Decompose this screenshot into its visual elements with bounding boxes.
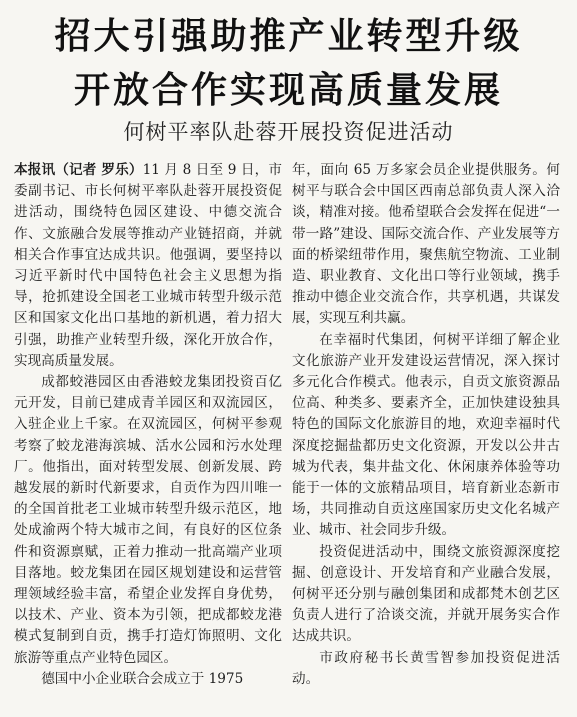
article-column-right <box>292 160 560 690</box>
headline-line-1: 招大引强助推产业转型升级 <box>54 16 523 57</box>
article-paragraph: 市政府秘书长黄雪智参加投资促进活动。 <box>292 649 560 687</box>
byline: 本报讯（记者 罗乐） <box>14 162 143 178</box>
headline-line-2: 开放合作实现高质量发展 <box>73 70 503 111</box>
article-paragraph: 成都蛟港园区由香港蛟龙集团投资百亿元开发，目前已建成青羊园区和双流园区，入驻企业上千家。在双流园区，何树平参观考察了蛟龙港海滨城、活水公园和污水处理厂。他指出，面对转型发展、创新发展、跨越发展的新时代新要求，自贡作为四川唯一的全国首批老工业城市转型升级示范区，地处成渝两个特大城市之间，有良好的区位条件和资源禀赋，正着力推动一批高端产业项目落地。蛟龙集团在园区规划建设和运营管理领域经验丰富，希望企业发挥自身优势，以技术、产业、资本为引领，把成都蛟龙港模式复制到自贡，携手打造灯饰照明、文化旅游等重点产业特色园区。 <box>14 374 282 666</box>
article-column-left <box>14 160 282 690</box>
article-paragraph: 投资促进活动中，围绕文旅资源深度挖掘、创意设计、开发培育和产业融合发展，何树平还分别与融创集团和成都梵木创艺区负责人进行了洽谈交流，并就开展务实合作达成共识。 <box>292 543 560 645</box>
article-paragraph <box>14 160 282 372</box>
article-paragraph: 德国中小企业联合会成立于 1975 <box>41 670 244 687</box>
article-paragraph: 年，面向 65 万多家会员企业提供服务。何树平与联合会中国区西南总部负责人深入洽谈，精准对接。他希望联合会发挥在促进“一带一路”建设、国际交流合作、产业发展等方面的桥梁纽带作用，聚焦航空物流、工业制造、职业教育、文化出口等行业领域，携手推动中德企业交流合作，共享机遇，共谋发展，实现互利共赢。 <box>292 162 560 327</box>
paragraph-text: 11 月 8 日至 9 日，市委副书记、市长何树平率队赴蓉开展投资促进活动，围绕特色园区建设、中德交流合作、文旅融合发展等推动产业链招商，并就相关合作事宜达成共识。他强调，要坚持以习近平新时代中国特色社会主义思想为指导，抢抓建设全国老工业城市转型升级示范区和国家文化出口基地的新机遇，着力招大引强，助推产业转型升级，深化开放合作，实现高质量发展。 <box>14 162 282 369</box>
article-paragraph: 在幸福时代集团，何树平详细了解企业文化旅游产业开发建设运营情况，深入探讨多元化合作模式。他表示，自贡文旅资源品位高、种类多、要素齐全，正加快建设独具特色的国际文化旅游目的地，欢迎幸福时代深度挖掘盐都历史文化资源，开发以公井古城为代表，集井盐文化、休闲康养体验等功能于一体的文旅精品项目，培育新业态新市场，共同推动自贡这座国家历史文化名城产业、城市、社会同步升级。 <box>292 331 560 539</box>
subheadline: 何树平率队赴蓉开展投资促进活动 <box>123 120 454 144</box>
